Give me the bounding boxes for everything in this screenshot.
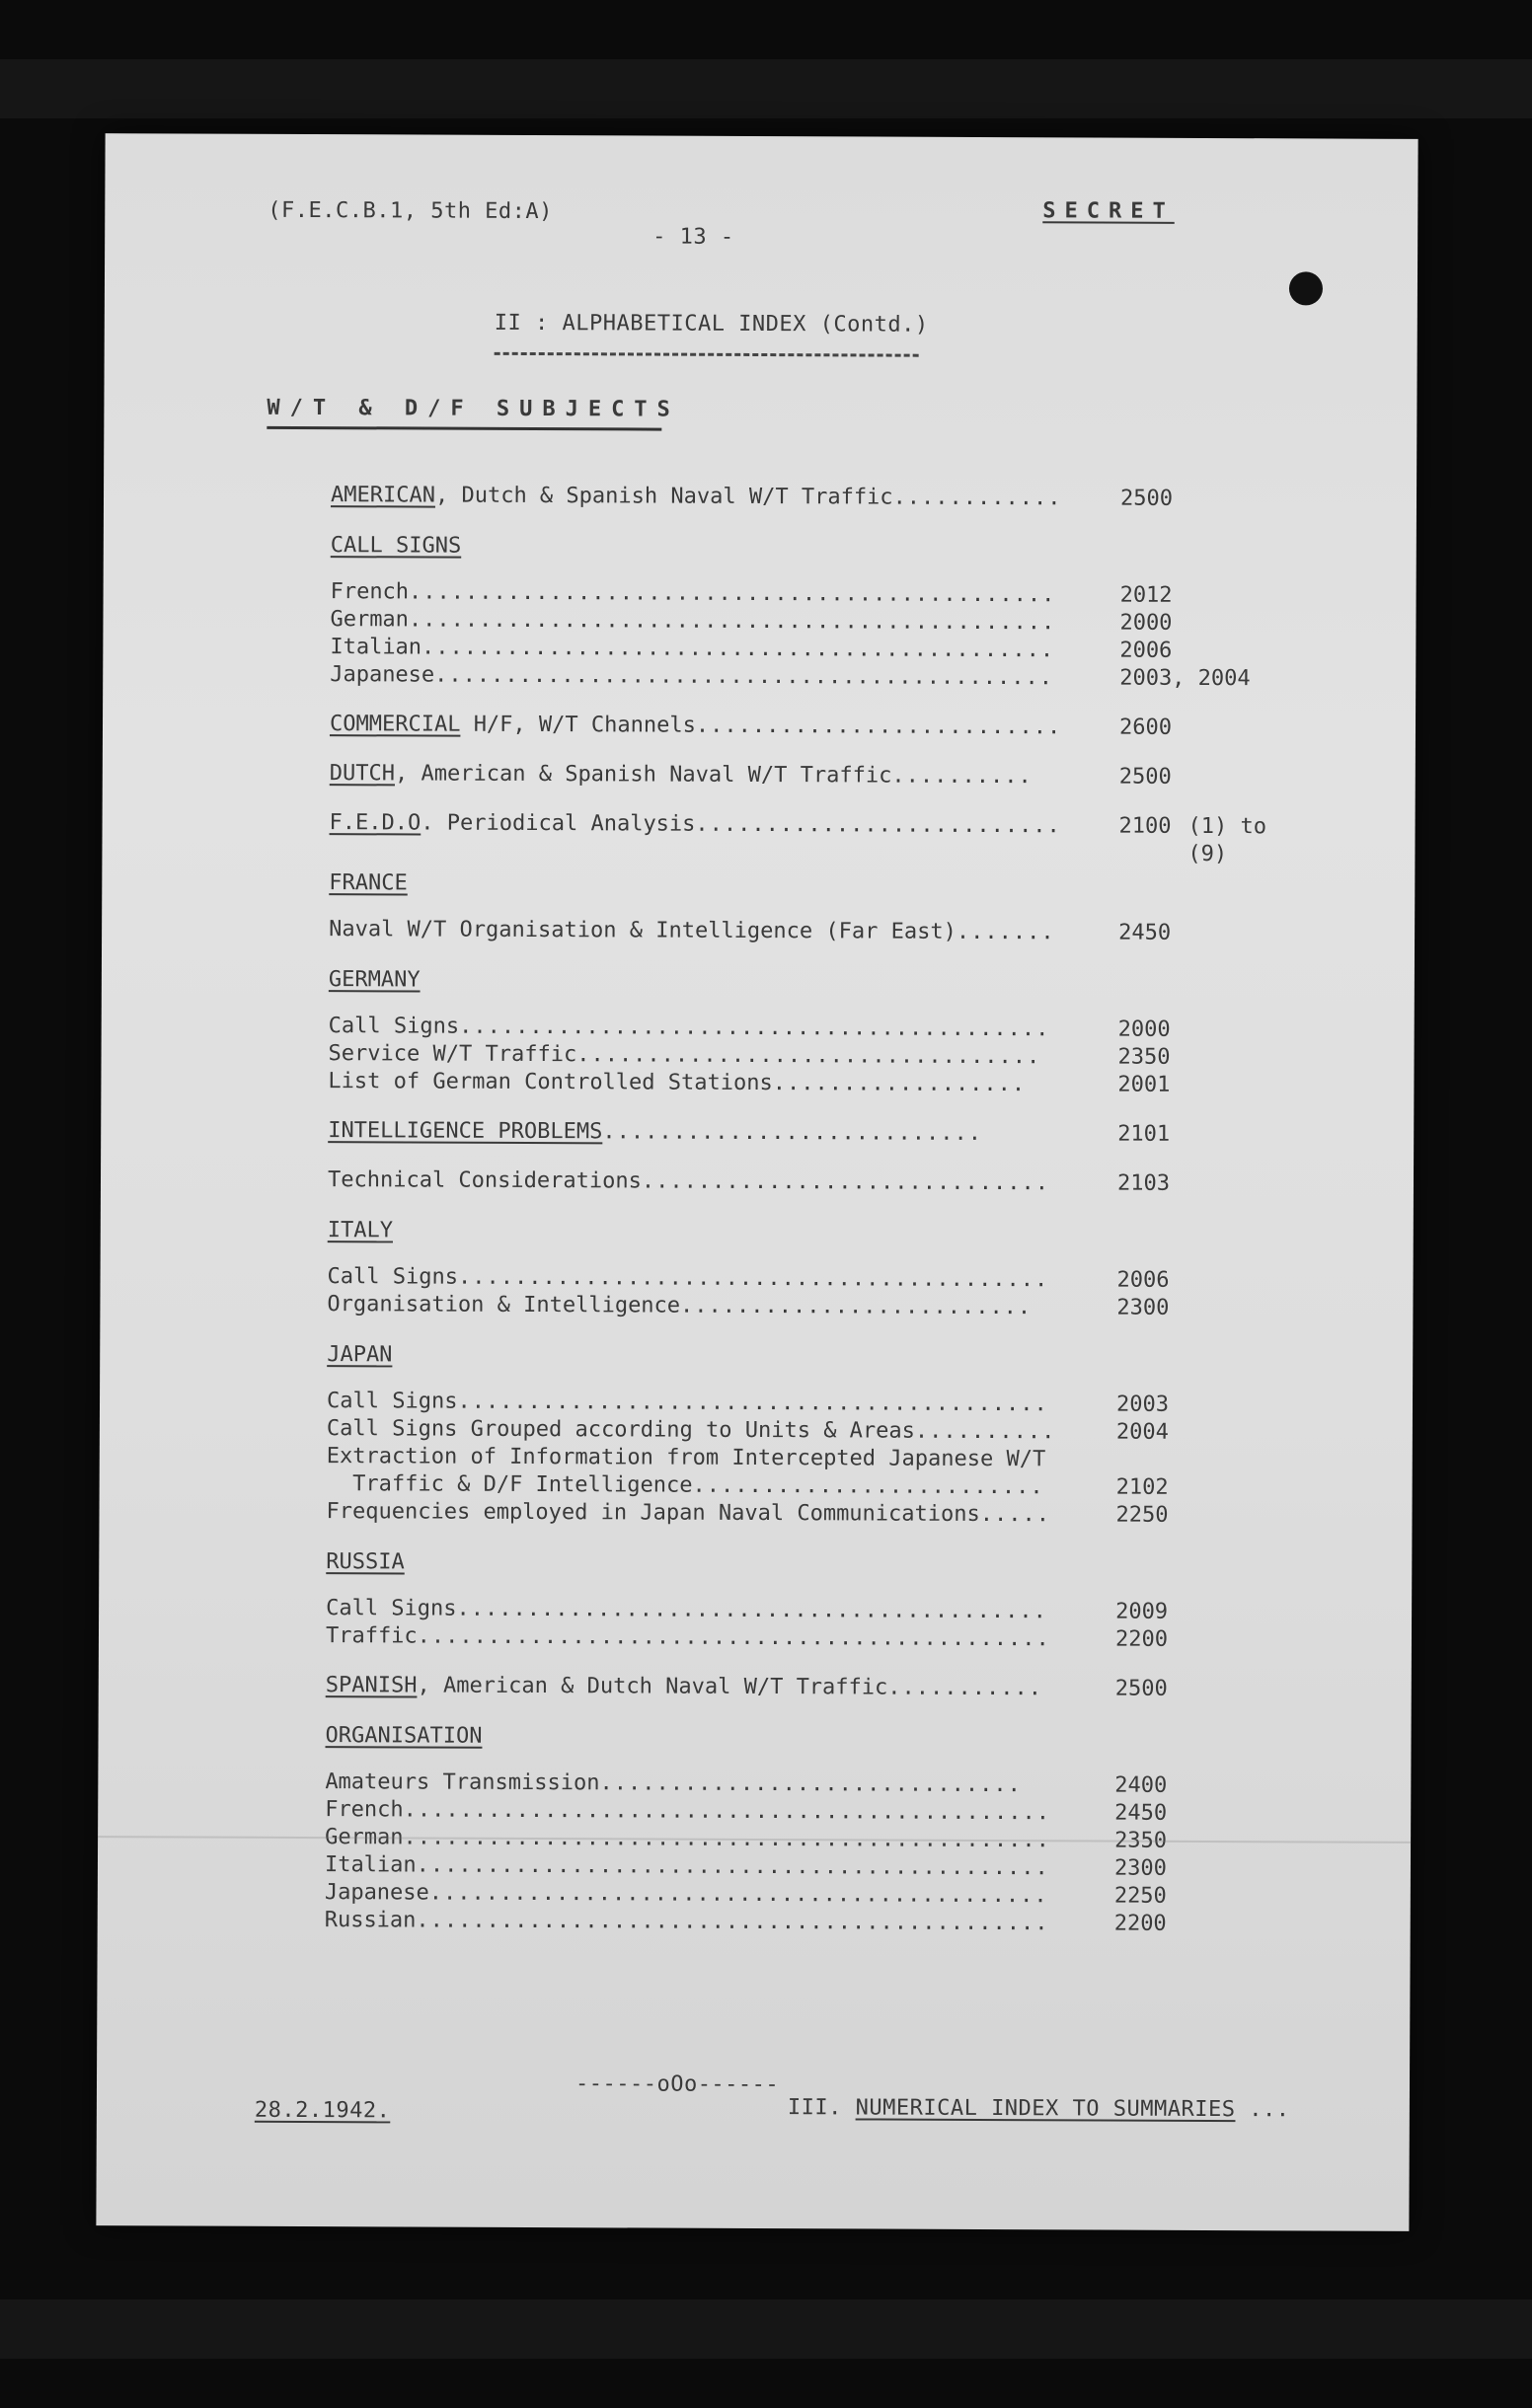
summary-number: 2350 [1117, 1044, 1171, 1070]
index-row [325, 1796, 1312, 1828]
group-heading: RUSSIA [326, 1549, 405, 1575]
index-row [326, 1595, 1313, 1626]
summary-number: 2103 [1116, 1170, 1171, 1196]
summary-number: 2450 [1118, 920, 1172, 945]
group-heading: ORGANISATION [325, 1723, 483, 1749]
entry-label: Call Signs [326, 1596, 457, 1621]
summary-number: 2450 [1114, 1800, 1168, 1826]
summary-number: 2200 [1114, 1626, 1169, 1652]
leader-dots: .............................. [599, 1770, 1022, 1798]
entry-fedo [329, 809, 1316, 868]
entry-keyword: AMERICAN [330, 483, 436, 508]
group-italy [327, 1216, 1314, 1322]
entry-label: Japanese [330, 662, 435, 688]
entry-label: Italian [330, 635, 422, 660]
summary-number: 2500 [1114, 1676, 1168, 1701]
leader-dots: .......................................... [457, 1264, 1049, 1293]
entry-label: Amateurs Transmission [325, 1769, 600, 1796]
index-row [328, 1068, 1315, 1099]
summary-number: 2300 [1116, 1295, 1170, 1320]
entry-label: Organisation & Intelligence [327, 1292, 681, 1318]
index-row [325, 1824, 1312, 1855]
group-organisation [325, 1721, 1313, 1938]
summary-number: 2250 [1113, 1883, 1167, 1909]
summary-number: 2009 [1115, 1599, 1169, 1624]
index-row [328, 1117, 1315, 1149]
next-section-suffix: ... [1235, 2097, 1290, 2123]
entry-label: Japanese [324, 1880, 429, 1906]
section-heading: W/T & D/F SUBJECTS [267, 395, 680, 422]
index-row [327, 1443, 1314, 1474]
index-row [329, 1013, 1316, 1044]
entry-label: Naval W/T Organisation & Intelligence (Far East) [329, 917, 957, 944]
entry-american [331, 482, 1318, 513]
entry-label: H/F, W/T Channels [460, 712, 696, 738]
index-row [325, 1851, 1312, 1883]
entry-label: German [325, 1825, 404, 1850]
group-heading: GERMANY [328, 967, 421, 993]
next-section-reference [788, 2095, 1290, 2122]
index-row [325, 1768, 1312, 1800]
leader-dots: ............................................. [417, 1623, 1050, 1652]
entry-label: Service W/T Traffic [328, 1041, 577, 1068]
entry-label: Russian [324, 1908, 417, 1933]
classification-mark: SECRET [1042, 198, 1175, 224]
summary-number: 2100 [1118, 813, 1172, 839]
entry-technical [328, 1166, 1315, 1198]
ink-blot [1289, 271, 1323, 305]
summary-range-end: (9) [1187, 841, 1228, 867]
index-row [331, 578, 1318, 610]
group-japan [326, 1340, 1314, 1530]
leader-dots: ............................................ [434, 662, 1054, 691]
leader-dots: ............ [892, 485, 1062, 511]
entry-label: , American & Spanish Naval W/T Traffic [394, 761, 892, 789]
entry-commercial [330, 711, 1317, 742]
index-row [326, 1622, 1313, 1654]
index-row [325, 1907, 1312, 1938]
leader-dots: .......... [914, 1418, 1056, 1445]
leader-dots: .......................................... [457, 1389, 1048, 1417]
film-edge-top [0, 59, 1532, 118]
leader-dots: .......................................... [456, 1596, 1047, 1624]
summary-number: 2101 [1117, 1121, 1171, 1147]
index-row [330, 606, 1317, 638]
entry-label: , Dutch & Spanish Naval W/T Traffic [434, 483, 893, 510]
leader-dots: ............................................. [416, 1852, 1049, 1881]
index-row [330, 809, 1317, 841]
leader-dots: ....... [956, 919, 1055, 945]
entry-keyword: DUTCH [329, 761, 396, 787]
next-section-title: NUMERICAL INDEX TO SUMMARIES [855, 2095, 1236, 2123]
entry-keyword: SPANISH [325, 1673, 418, 1698]
index-row [330, 711, 1317, 742]
leader-dots: ............................................ [428, 1880, 1048, 1909]
entry-label: Traffic [325, 1623, 418, 1649]
leader-dots: .............................................. [403, 1825, 1050, 1853]
group-russia [326, 1547, 1313, 1654]
summary-number: 2600 [1118, 715, 1173, 740]
index-row [330, 661, 1317, 693]
document-page [96, 133, 1417, 2231]
entry-label: , American & Dutch Naval W/T Traffic [417, 1673, 888, 1700]
index-row [330, 634, 1317, 665]
group-call-signs [330, 531, 1318, 693]
entry-label: Frequencies employed in Japan Naval Communications [326, 1499, 980, 1527]
summary-number: 2000 [1117, 1016, 1171, 1042]
entry-label: Extraction of Information from Intercepted Japanese W/T [326, 1444, 1046, 1472]
entry-label: Call Signs [327, 1264, 459, 1290]
summary-number: 2300 [1113, 1855, 1168, 1881]
index-row [329, 916, 1316, 947]
entry-label: Call Signs [328, 1014, 460, 1039]
group-heading: CALL SIGNS [330, 533, 462, 559]
index-row-continuation [329, 837, 1316, 868]
index-row [331, 482, 1318, 513]
summary-number: 2250 [1115, 1502, 1169, 1528]
entry-label: Traffic & D/F Intelligence [326, 1471, 693, 1498]
summary-number: 2012 [1119, 582, 1173, 608]
group-heading: JAPAN [327, 1342, 393, 1368]
page-title: II : ALPHABETICAL INDEX (Contd.) [494, 310, 929, 338]
leader-dots: .............................................. [408, 607, 1056, 636]
next-section-prefix: III. [787, 2095, 856, 2121]
leader-dots: .......... [891, 763, 1033, 790]
entry-label: German [330, 607, 410, 633]
leader-dots: ......................... [692, 1472, 1044, 1500]
leader-dots: .......................... [695, 713, 1062, 740]
leader-dots: ............................................. [416, 1908, 1049, 1936]
summary-range: (1) to [1187, 813, 1267, 840]
leader-dots: .......................... [695, 811, 1061, 839]
summary-number: 2006 [1119, 638, 1173, 663]
entry-label: Call Signs [326, 1389, 458, 1414]
group-heading: FRANCE [329, 870, 408, 896]
group-heading: ITALY [327, 1218, 394, 1243]
index-row [330, 760, 1317, 791]
page-number: - 13 - [652, 224, 734, 250]
index-row [325, 1879, 1312, 1911]
leader-dots: .......................................... [459, 1014, 1050, 1042]
film-edge-bottom [0, 2299, 1532, 2359]
entry-label: French [325, 1797, 404, 1823]
entry-spanish [326, 1672, 1313, 1703]
leader-dots: ............................................. [421, 635, 1055, 663]
entry-label: Italian [324, 1852, 417, 1878]
index-row [326, 1672, 1313, 1703]
entry-label: Call Signs Grouped according to Units & Areas [326, 1416, 915, 1444]
entry-label: Technical Considerations [327, 1167, 642, 1194]
leader-dots: ........................... [602, 1119, 983, 1146]
summary-number: 2001 [1117, 1072, 1171, 1097]
group-germany [328, 965, 1316, 1099]
summary-number: 2400 [1114, 1772, 1168, 1798]
entry-label: List of German Controlled Stations [328, 1069, 773, 1096]
entry-keyword: COMMERCIAL [329, 712, 461, 737]
document-date: 28.2.1942. [254, 2097, 391, 2124]
index-row [327, 1415, 1314, 1447]
entry-label: . Periodical Analysis [421, 810, 696, 837]
entry-intelligence-problems [328, 1117, 1315, 1149]
entry-label: French [330, 579, 410, 605]
leader-dots: ................................. [576, 1042, 1041, 1070]
index-row [326, 1498, 1313, 1530]
summary-number: 2500 [1119, 486, 1174, 511]
group-france [329, 868, 1316, 947]
index-row [327, 1388, 1314, 1419]
summary-number: 2004 [1115, 1419, 1169, 1445]
entry-keyword: F.E.D.O [329, 810, 421, 836]
document-reference: (F.E.C.B.1, 5th Ed:A) [268, 197, 553, 225]
leader-dots: .............................................. [403, 1797, 1051, 1826]
summary-number: 2003, 2004 [1119, 665, 1251, 692]
index-row [328, 1263, 1315, 1295]
summary-number: 2000 [1119, 610, 1173, 636]
leader-dots: ........... [887, 1675, 1043, 1701]
summary-number: 2006 [1116, 1267, 1170, 1293]
index-row [327, 1291, 1314, 1322]
index-row [327, 1470, 1314, 1502]
title-underline [495, 352, 919, 357]
summary-number: 2003 [1115, 1392, 1170, 1417]
end-separator: ------oOo------ [574, 2071, 780, 2098]
leader-dots: ..... [979, 1501, 1051, 1528]
summary-number: 2500 [1118, 764, 1172, 790]
leader-dots: .................. [772, 1071, 1027, 1097]
summary-number: 2200 [1113, 1911, 1167, 1936]
leader-dots: ............................. [641, 1168, 1050, 1196]
summary-number: 2350 [1114, 1828, 1168, 1853]
entry-dutch [330, 760, 1317, 791]
summary-number: 2102 [1115, 1474, 1169, 1500]
leader-dots: .............................................. [409, 579, 1056, 608]
index-row [328, 1166, 1315, 1198]
index-list [325, 430, 1319, 1938]
entry-keyword: INTELLIGENCE PROBLEMS [328, 1118, 603, 1145]
leader-dots: ......................... [680, 1293, 1033, 1320]
index-row [329, 1040, 1316, 1072]
